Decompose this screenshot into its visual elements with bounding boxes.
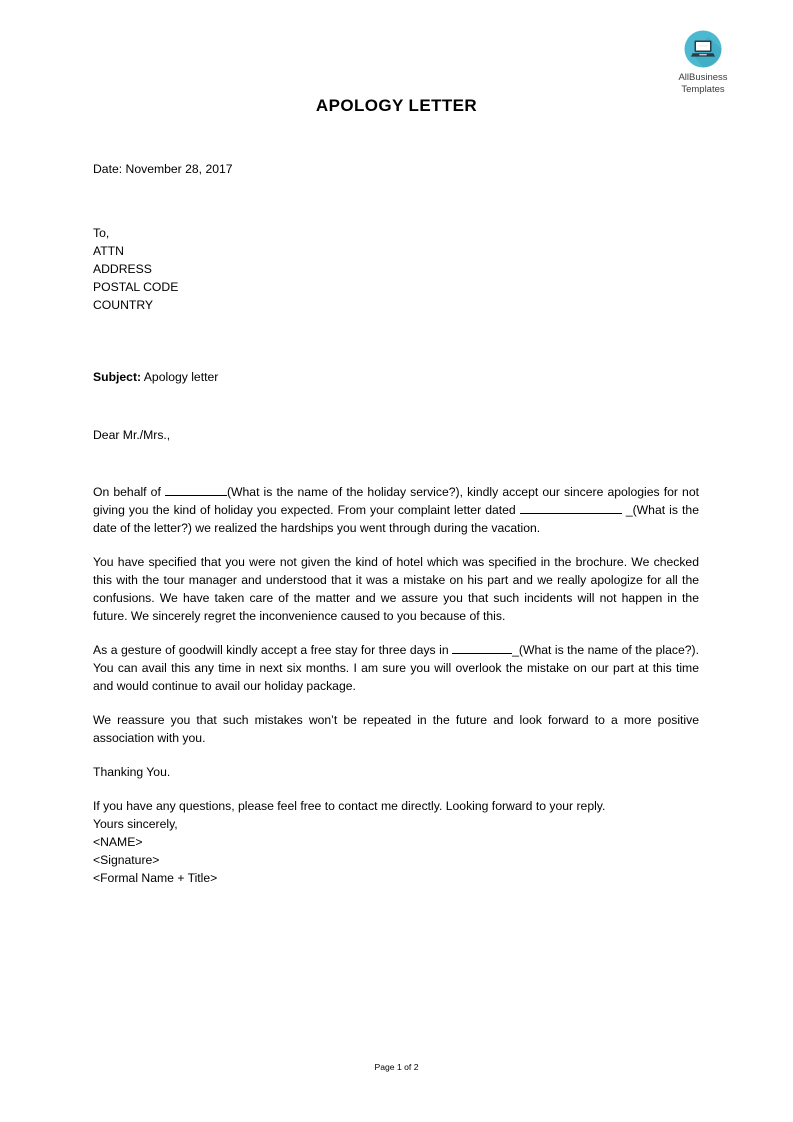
paragraph-1-part-2: (What is the name of the holiday service?), kindly accept our sincere apologies for not giving you the kind of holiday you expected. From your complaint letter dated [93, 485, 699, 517]
paragraph-1-part-1: On behalf of [93, 485, 161, 499]
subject-label: Subject: [93, 370, 142, 384]
paragraph-1-part-3: _(What is the date of the letter?) we realized the hardships you went through during the vacation. [93, 503, 699, 535]
paragraph-4: We reassure you that such mistakes won’t be repeated in the future and look forward to a more positive association with you. [93, 713, 699, 745]
closing: Yours sincerely, [93, 817, 178, 831]
paragraph-3-part-1: As a gesture of goodwill kindly accept a free stay for three days in [93, 643, 449, 657]
brand-line-2: Templates [681, 83, 725, 95]
fill-blank-letter-date[interactable] [520, 502, 622, 514]
paragraph-1 [93, 483, 699, 537]
recipient-line: COUNTRY [93, 298, 154, 312]
fill-blank-holiday-service[interactable] [165, 484, 227, 496]
paragraph-5: Thanking You. [93, 765, 171, 779]
letter-body [93, 160, 699, 887]
salutation: Dear Mr./Mrs., [93, 428, 171, 442]
paragraph-3 [93, 641, 699, 695]
page-footer: Page 1 of 2 [374, 1062, 419, 1072]
fill-blank-place-name[interactable] [452, 642, 512, 654]
subject-line [93, 368, 699, 386]
date-line: Date: November 28, 2017 [93, 162, 233, 176]
brand-logo [655, 30, 751, 95]
recipient-line: POSTAL CODE [93, 280, 179, 294]
paragraph-3-part-2: _(What is the name of the place?). You can avail this any time in next six months. I am sure you will overlook the mistake on our part at this time and would continue to avail our holiday package. [93, 643, 700, 693]
paragraph-6: If you have any questions, please feel free to contact me directly. Looking forward to your reply. [93, 799, 606, 813]
brand-wordmark [655, 72, 751, 95]
signature-placeholder: <Signature> [93, 853, 160, 867]
recipient-block [93, 224, 699, 314]
subject-value: Apology letter [143, 370, 219, 384]
page-title: APOLOGY LETTER [315, 96, 478, 115]
formal-name-placeholder: <Formal Name + Title> [93, 871, 218, 885]
brand-line-1: AllBusiness [678, 72, 728, 83]
recipient-line: ATTN [93, 244, 124, 258]
recipient-line: To, [93, 226, 110, 240]
name-placeholder: <NAME> [93, 835, 143, 849]
laptop-icon [684, 30, 722, 68]
paragraph-2: You have specified that you were not given the kind of hotel which was specified in the brochure. We checked this with the tour manager and understood that it was a mistake on his part and we really apologize for all the confusions. We have taken care of the matter and we assure you that such incidents will not happen in the future. We sincerely regret the inconvenience caused to you because of this. [93, 555, 699, 623]
recipient-line: ADDRESS [93, 262, 152, 276]
